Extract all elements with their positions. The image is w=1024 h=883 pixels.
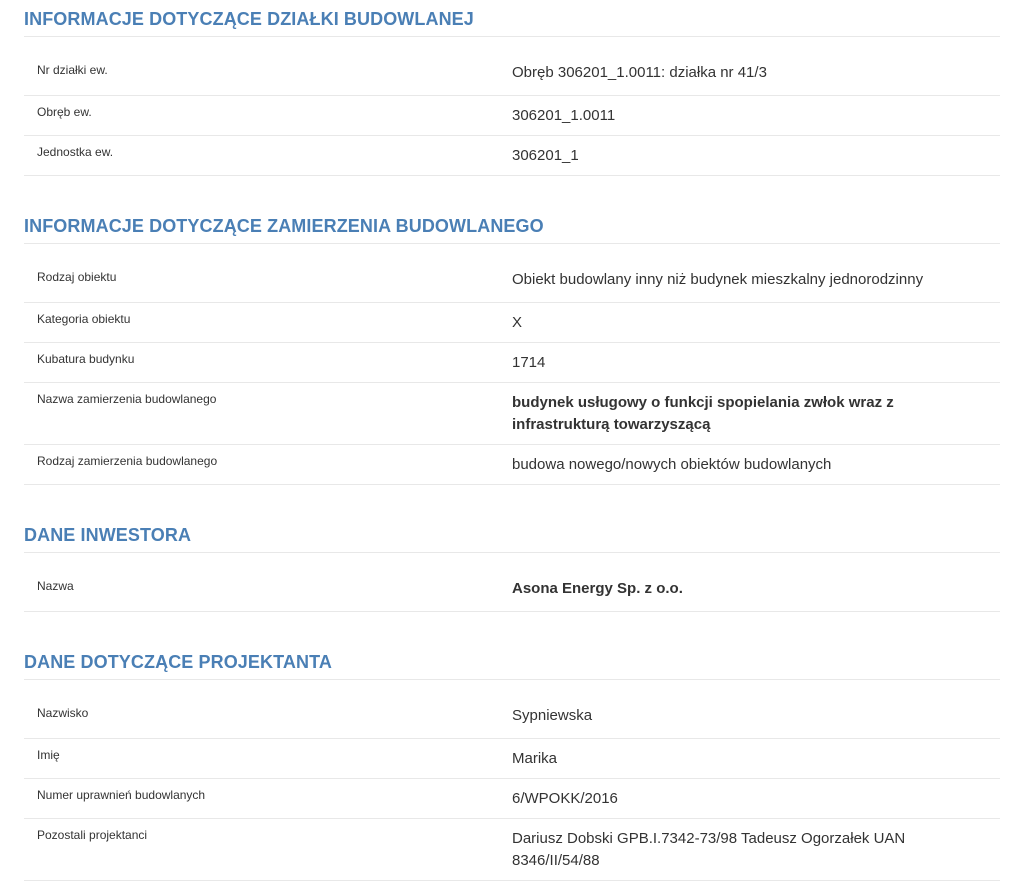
field-value: Obiekt budowlany inny niż budynek mieszkalny jednorodzinny [512,271,924,288]
field-value: 1714 [512,354,546,371]
table-row [24,96,1000,136]
field-value: X [512,314,523,331]
field-value: Obręb 306201_1.0011: działka nr 41/3 [512,64,767,81]
field-value: budowa nowego/nowych obiektów budowlanych [512,456,832,473]
field-value: Marika [512,750,558,767]
section-spacer [24,176,1000,207]
construction-info-table [24,264,1000,485]
section-designer [24,643,1000,881]
field-label: Kubatura budynku [37,352,135,366]
document-body [24,0,1000,881]
designer-table [24,700,1000,881]
field-value: Dariusz Dobski GPB.I.7342-73/98 Tadeusz Ogorzałek UAN 8346/II/54/88 [512,830,906,869]
field-label: Imię [37,748,60,762]
field-label: Nazwisko [37,706,89,720]
field-label: Numer uprawnień budowlanych [37,788,206,802]
field-label: Rodzaj zamierzenia budowlanego [37,454,218,468]
table-row [24,303,1000,343]
section-title-plot-info: INFORMACJE DOTYCZĄCE DZIAŁKI BUDOWLANEJ [24,0,1000,37]
field-label: Nazwa zamierzenia budowlanego [37,392,217,406]
field-label: Obręb ew. [37,105,92,119]
section-title-designer: DANE DOTYCZĄCE PROJEKTANTA [24,643,1000,680]
investor-table [24,573,1000,612]
section-investor [24,516,1000,612]
plot-info-table [24,57,1000,176]
table-row [24,779,1000,819]
section-construction-info [24,207,1000,485]
field-value: 6/WPOKK/2016 [512,790,618,807]
table-row [24,383,1000,445]
table-row [24,136,1000,176]
table-row [24,819,1000,881]
field-label: Nazwa [37,579,74,593]
field-value: 306201_1.0011 [512,107,616,124]
section-title-construction-info: INFORMACJE DOTYCZĄCE ZAMIERZENIA BUDOWLANEGO [24,207,1000,244]
table-row [24,739,1000,779]
field-label: Jednostka ew. [37,145,114,159]
table-row [24,57,1000,96]
field-label: Kategoria obiektu [37,312,131,326]
field-label: Rodzaj obiektu [37,270,117,284]
section-spacer [24,485,1000,516]
table-row [24,700,1000,739]
field-label: Pozostali projektanci [37,828,148,842]
table-row [24,573,1000,612]
section-title-investor: DANE INWESTORA [24,516,1000,553]
field-label: Nr działki ew. [37,63,108,77]
field-value: Sypniewska [512,707,593,724]
field-value: Asona Energy Sp. z o.o. [512,580,683,597]
table-row [24,343,1000,383]
field-value: 306201_1 [512,147,579,164]
field-value: budynek usługowy o funkcji spopielania zwłok wraz z infrastrukturą towarzyszącą [512,394,894,433]
table-row [24,264,1000,303]
section-spacer [24,612,1000,643]
table-row [24,445,1000,485]
section-plot-info [24,0,1000,176]
